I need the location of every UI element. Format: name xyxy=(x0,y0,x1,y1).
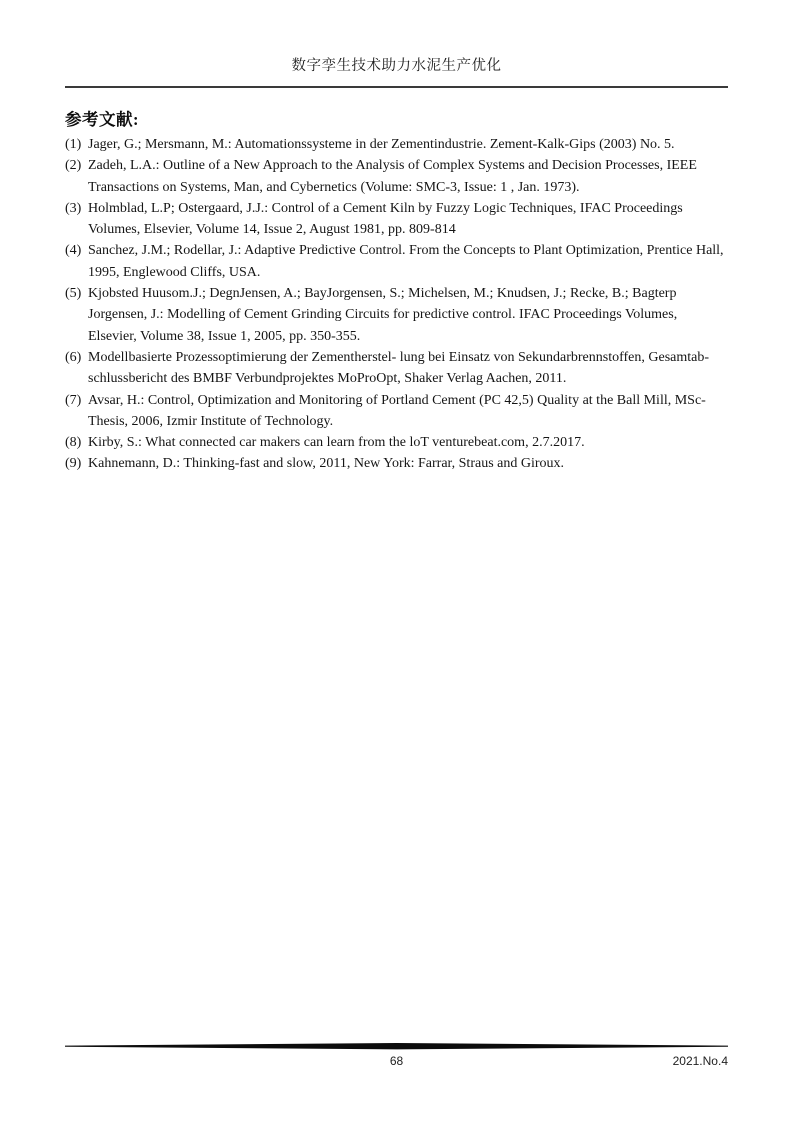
reference-text: Avsar, H.: Control, Optimization and Monitoring of Portland Cement (PC 42,5) Quality at the Ball Mill, MSc-Thesis, 2006, Izmir Institute of Technology. xyxy=(88,392,706,429)
page-footer xyxy=(65,1054,728,1070)
reference-number: (3) xyxy=(65,200,82,216)
reference-number: (2) xyxy=(65,158,82,174)
page-number: 68 xyxy=(389,1054,404,1068)
reference-item xyxy=(65,198,728,241)
reference-text: Jager, G.; Mersmann, M.: Automationssysteme in der Zementindustrie. Zement-Kalk-Gips (2003) No. 5. xyxy=(88,137,675,152)
reference-item xyxy=(65,347,728,390)
reference-item xyxy=(65,283,728,347)
reference-item xyxy=(65,432,728,453)
reference-text: Modellbasierte Prozessoptimierung der Zementherstel- lung bei Einsatz von Sekundarbrennstoffen, Gesamtab-schlussbericht des BMBF Verbundprojektes MoProOpt, Shaker Verlag Aachen, 2011. xyxy=(88,349,710,387)
reference-number: (4) xyxy=(65,243,82,259)
reference-text: Zadeh, L.A.: Outline of a New Approach to the Analysis of Complex Systems and Decision Processes, IEEE Transactions on Systems, Man, and Cybernetics (Volume: SMC-3, Issue: 1 , Jan. 1973). xyxy=(88,158,697,195)
references-heading: 参考文献: xyxy=(65,110,139,129)
reference-number: (6) xyxy=(65,349,82,365)
reference-item xyxy=(65,240,728,283)
reference-item xyxy=(65,390,728,433)
reference-text: Sanchez, J.M.; Rodellar, J.: Adaptive Predictive Control. From the Concepts to Plant Optimization, Prentice Hall, 1995, Englewood Cliffs, USA. xyxy=(88,243,724,280)
reference-number: (9) xyxy=(65,456,82,472)
page-header xyxy=(65,0,728,88)
reference-number: (1) xyxy=(65,137,82,152)
reference-number: (8) xyxy=(65,435,82,451)
reference-text: Kirby, S.: What connected car makers can learn from the loT venturebeat.com, 2.7.2017. xyxy=(88,435,585,451)
reference-number: (5) xyxy=(65,286,82,302)
reference-item xyxy=(65,453,728,474)
reference-text: Kjobsted Huusom.J.; DegnJensen, A.; BayJorgensen, S.; Michelsen, M.; Knudsen, J.; Recke, B.; Bagterp Jorgensen, J.: Modelling of Cement Grinding Circuits for predictive control. IFAC Proceedings Volumes, Elsevier, Volume 38, Issue 1, 2005, pp. 350-355. xyxy=(88,286,678,344)
issue-label: 2021.No.4 xyxy=(672,1054,728,1068)
reference-item xyxy=(65,134,728,155)
reference-item xyxy=(65,155,728,198)
header-rule xyxy=(65,86,728,88)
reference-number: (7) xyxy=(65,392,82,408)
reference-text: Holmblad, L.P; Ostergaard, J.J.: Control of a Cement Kiln by Fuzzy Logic Techniques, IFAC Proceedings Volumes, Elsevier, Volume 14, Issue 2, August 1981, pp. 809-814 xyxy=(88,200,683,238)
reference-list xyxy=(65,134,728,475)
reference-text: Kahnemann, D.: Thinking-fast and slow, 2011, New York: Farrar, Straus and Giroux. xyxy=(88,456,565,472)
running-title: 数字孪生技术助力水泥生产优化 xyxy=(291,58,502,74)
footer-tapered-rule xyxy=(65,1043,728,1050)
